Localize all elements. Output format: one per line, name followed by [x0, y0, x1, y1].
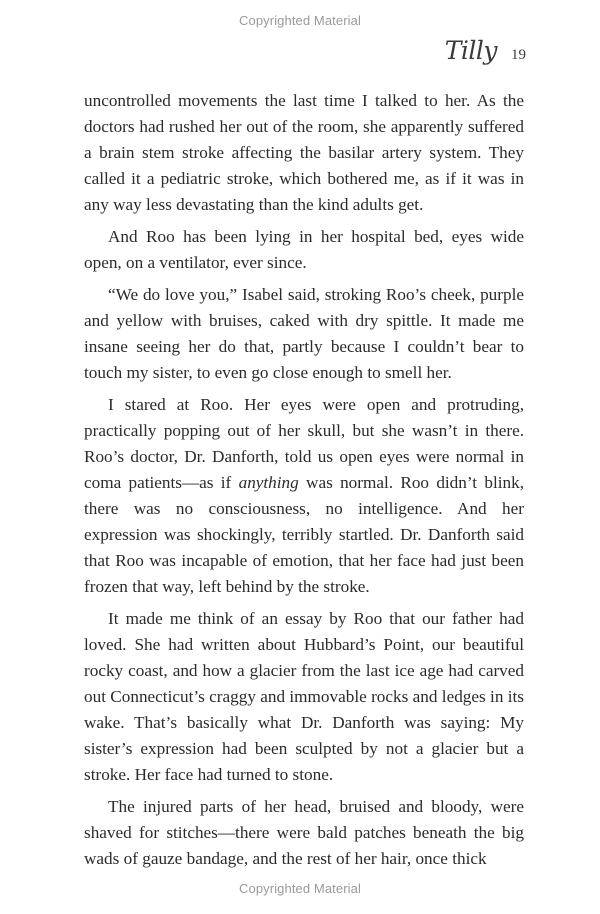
emphasis-anything: anything	[238, 473, 299, 492]
paragraph-4-after: was normal. Roo didn’t blink, there was no consciousness, no intelligence. And her expression was shockingly, terribly startled. Dr. Danforth said that Roo was incapable of emotion, that her face had just been frozen that way, left behind by the stroke.	[84, 473, 524, 596]
running-header	[445, 36, 526, 65]
paragraph-4	[84, 392, 524, 600]
body-text	[84, 88, 524, 878]
copyright-watermark-top: Copyrighted Material	[239, 13, 361, 28]
paragraph-3: “We do love you,” Isabel said, stroking Roo’s cheek, purple and yellow with bruises, caked with dry spittle. It made me insane seeing her do that, partly because I couldn’t bear to touch my sister, to even go close enough to smell her.	[84, 285, 524, 382]
copyright-watermark-bottom: Copyrighted Material	[239, 881, 361, 896]
paragraph-1: uncontrolled movements the last time I talked to her. As the doctors had rushed her out of the room, she apparently suffered a brain stem stroke affecting the basilar artery system. They called it a pediatric stroke, which bothered me, as if it was in any way less devastating than the kind adults get.	[84, 91, 524, 214]
chapter-name: Tilly	[444, 36, 497, 65]
paragraph-4-before: I stared at Roo. Her eyes were open and protruding, practically popping out of her skull, but she wasn’t in there. Roo’s doctor, Dr. Danforth, told us open eyes were normal in coma patients—as if	[84, 395, 524, 492]
page-number: 19	[511, 47, 526, 63]
paragraph-2: And Roo has been lying in her hospital bed, eyes wide open, on a ventilator, ever since.	[84, 227, 524, 272]
paragraph-5: It made me think of an essay by Roo that our father had loved. She had written about Hubbard’s Point, our beautiful rocky coast, and how a glacier from the last ice age had carved out Connecticut’s craggy and immovable rocks and ledges in its wake. That’s basically what Dr. Danforth was saying: My sister’s expression had been sculpted by not a glacier but a stroke. Her face had turned to stone.	[84, 609, 524, 784]
paragraph-6: The injured parts of her head, bruised and bloody, were shaved for stitches—there were bald patches beneath the big wads of gauze bandage, and the rest of her hair, once thick	[84, 797, 524, 868]
